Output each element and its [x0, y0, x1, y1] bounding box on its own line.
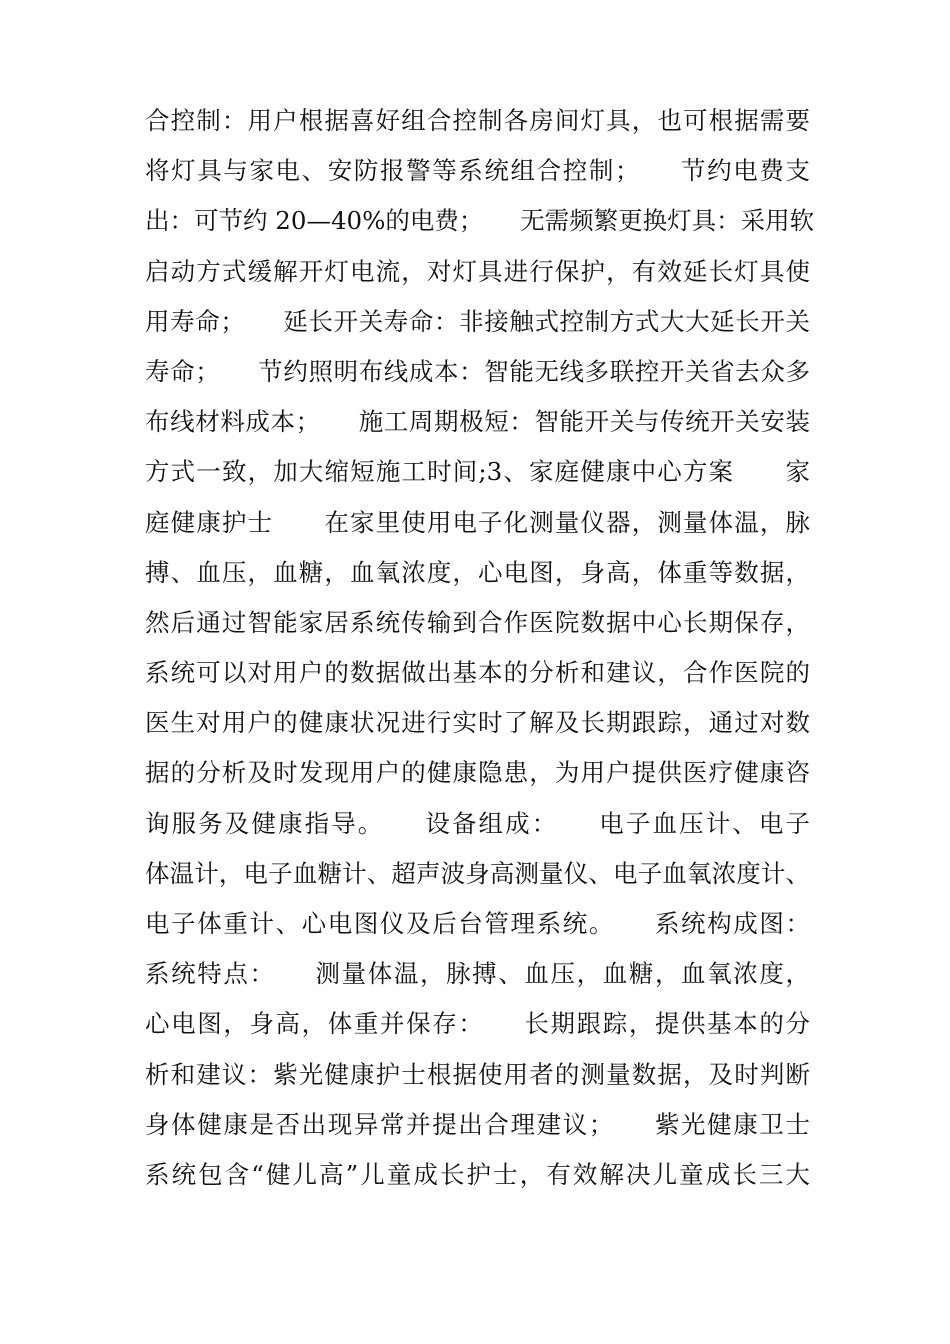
text-line: 然后通过智能家居系统传输到合作医院数据中心长期保存，: [145, 607, 810, 637]
text-line: 方式一致，加大缩短施工时间;3、家庭健康中心方案 家: [145, 457, 810, 487]
text-line: 系统特点： 测量体温，脉搏、血压，血糖，血氧浓度，: [145, 959, 810, 989]
text-line: 体温计，电子血糖计、超声波身高测量仪、电子血氧浓度计、: [145, 858, 810, 888]
body-text: [145, 96, 815, 1200]
text-line: 据的分析及时发现用户的健康隐患，为用户提供医疗健康咨: [145, 758, 810, 788]
text-line: 将灯具与家电、安防报警等系统组合控制； 节约电费支: [145, 156, 810, 186]
text-line: 启动方式缓解开灯电流，对灯具进行保护，有效延长灯具使: [145, 256, 810, 286]
text-line: 电子体重计、心电图仪及后台管理系统。 系统构成图：: [145, 909, 810, 938]
text-line: 出：可节约 20—40%的电费； 无需频繁更换灯具：采用软: [145, 206, 815, 236]
text-line: 搏、血压，血糖，血氧浓度，心电图，身高，体重等数据，: [145, 557, 810, 587]
text-line: 用寿命； 延长开关寿命：非接触式控制方式大大延长开关: [145, 306, 810, 336]
text-line: 询服务及健康指导。 设备组成： 电子血压计、电子: [145, 808, 810, 838]
text-line: 析和建议：紫光健康护士根据使用者的测量数据，及时判断: [145, 1059, 810, 1089]
text-line: 医生对用户的健康状况进行实时了解及长期跟踪，通过对数: [145, 708, 810, 738]
text-line: 布线材料成本； 施工周期极短：智能开关与传统开关安装: [145, 407, 810, 437]
text-line: 寿命； 节约照明布线成本：智能无线多联控开关省去众多: [145, 356, 810, 386]
text-line: 心电图，身高，体重并保存： 长期跟踪，提供基本的分: [145, 1009, 810, 1039]
text-line: 系统可以对用户的数据做出基本的分析和建议，合作医院的: [145, 658, 810, 688]
text-line: 合控制：用户根据喜好组合控制各房间灯具，也可根据需要: [145, 106, 810, 135]
text-line: 庭健康护士 在家里使用电子化测量仪器，测量体温，脉: [145, 507, 810, 537]
text-line: 系统包含“健儿高”儿童成长护士，有效解决儿童成长三大: [145, 1159, 810, 1189]
text-line: 身体健康是否出现异常并提出合理建议； 紫光健康卫士: [145, 1109, 810, 1139]
